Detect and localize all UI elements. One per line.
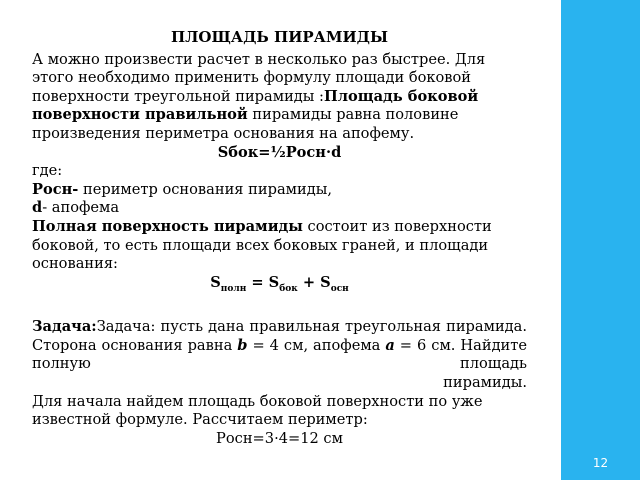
formula-perimeter: Pосн=3·4=12 см xyxy=(216,429,343,447)
total-area-text: состоит из поверхности боковой, то есть площади всех боковых граней, и площади основания: xyxy=(32,217,492,273)
page-number: 12 xyxy=(592,456,609,470)
paragraph-solution: Для начала найдем площадь боковой поверхности по уже известной формуле. Рассчитаем периметр: xyxy=(32,392,483,429)
task-paragraph: Задача:Задача: пусть дана правильная треугольная пирамида. Сторона основания равна b = 4 см, апофема a = 6 см. Найдите полную площадь xyxy=(32,318,527,373)
page-title: ПЛОЩАДЬ ПИРАМИДЫ xyxy=(170,28,389,46)
paragraph-total-area xyxy=(32,218,527,274)
slide-content xyxy=(32,28,527,448)
paragraph-intro xyxy=(32,51,527,144)
task-end: пирамиды. xyxy=(443,374,527,391)
intro-bold-term: Площадь боковой поверхности правильной xyxy=(32,87,479,124)
task-apothem-a: a xyxy=(385,336,395,354)
definition-apothem-term: d xyxy=(32,199,43,217)
definition-apothem-text: - апофема xyxy=(42,199,120,217)
where-label: где: xyxy=(32,162,63,180)
intro-text: А можно произвести расчет в несколько раз быстрее. Для этого необходимо применить формулу площади боковой поверхности треугольной пирамиды : xyxy=(32,50,486,105)
definition-apothem xyxy=(32,199,527,218)
intro-tail: пирамиды равна половине произведения периметра основания на апофему. xyxy=(32,106,459,142)
definition-perimeter xyxy=(32,181,527,200)
sidebar-accent xyxy=(561,0,640,480)
definition-perimeter-text: периметр основания пирамиды, xyxy=(78,180,332,198)
definition-perimeter-term: Pосн- xyxy=(32,180,79,198)
formula-total-area: $S_{полн} = S_{бок} + S_{осн}$ xyxy=(210,273,349,294)
formula-lateral-area: Sбок=½Pосн·d xyxy=(217,143,342,161)
task-side-b: b xyxy=(237,336,248,354)
spacer xyxy=(32,298,527,318)
total-area-term: Полная поверхность пирамиды xyxy=(32,217,303,235)
task-label: Задача: xyxy=(32,318,97,336)
